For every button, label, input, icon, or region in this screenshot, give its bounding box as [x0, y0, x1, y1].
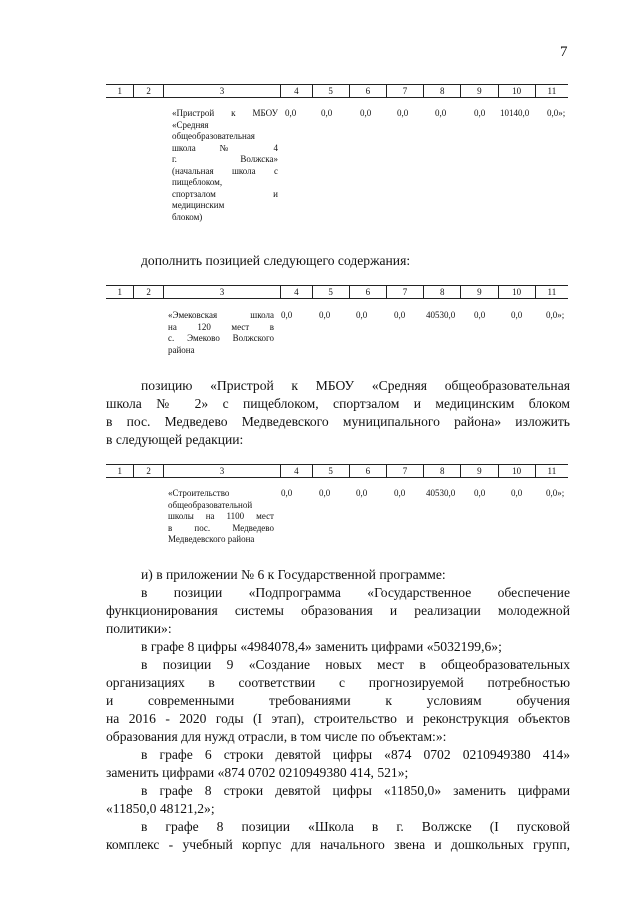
- row3-value-4: 0,0: [281, 488, 293, 498]
- row2-name-line: «Эмековская школа: [168, 310, 274, 320]
- row3-value-6: 0,0: [356, 488, 368, 498]
- table-header-2: [106, 285, 568, 299]
- para2-line: позицию «Пристрой к МБОУ «Средняя общеобразовательная: [141, 378, 570, 393]
- row2-name-line: с. Эмеково Волжского: [168, 333, 274, 343]
- row1-name-line: школа № 4: [172, 142, 278, 153]
- row1-name-line: «Средняя: [172, 119, 209, 130]
- row-2-name: [168, 310, 274, 356]
- header-1-col-3: 3: [163, 85, 280, 97]
- row1-name-line: общеобразовательная: [172, 131, 255, 141]
- header-2-col-9: 9: [460, 286, 497, 298]
- table-header-3: [106, 464, 568, 478]
- row3-name-line: общеобразовательной: [168, 499, 253, 510]
- para3-line: образования для нужд отрасли, в том числе по объектам:»:: [106, 729, 447, 744]
- row1-value-10: 10140,0: [500, 108, 530, 118]
- row3-value-11: 0,0»;: [546, 488, 565, 498]
- row1-value-4: 0,0: [285, 108, 297, 118]
- row1-name-line: «Пристрой к МБОУ: [172, 108, 278, 118]
- header-3-col-3: 3: [163, 465, 280, 477]
- row1-name-line: пищеблоком,: [172, 177, 223, 187]
- para3-line: заменить цифрами «874 0702 0210949380 414, 521»;: [106, 765, 409, 780]
- row2-value-9: 0,0: [474, 310, 486, 320]
- page-number: 7: [560, 44, 568, 60]
- row3-value-5: 0,0: [319, 488, 331, 498]
- para3-line: функционирования системы образования и реализации молодежной: [106, 603, 570, 618]
- para3-line: и современными требованиями к условиям обучения: [106, 693, 570, 708]
- header-2-col-6: 6: [349, 286, 386, 298]
- row1-value-6: 0,0: [360, 108, 372, 118]
- row2-value-5: 0,0: [319, 310, 331, 320]
- row1-name-line: блоком): [172, 211, 203, 222]
- row2-name-line: на 120 мест в: [168, 321, 274, 332]
- header-2-col-5: 5: [312, 286, 349, 298]
- row3-name-line: школы на 1100 мест: [168, 511, 274, 521]
- row-3-name: [168, 488, 274, 546]
- row2-value-8: 40530,0: [426, 310, 456, 320]
- para3-line: в графе 8 позиции «Школа в г. Волжске (I пусковой: [141, 819, 570, 834]
- header-3-col-11: 11: [535, 465, 568, 477]
- header-1-col-8: 8: [423, 85, 460, 97]
- row2-name-line: района: [168, 344, 195, 355]
- header-1-col-5: 5: [312, 85, 349, 97]
- para3-line: в позиции 9 «Создание новых мест в общеобразовательных: [141, 657, 570, 672]
- para2-line: школа № 2» с пищеблоком, спортзалом и медицинским блоком: [106, 396, 570, 411]
- para3-line: политики»:: [106, 621, 172, 636]
- row3-name-line: «Строительство: [168, 488, 230, 498]
- paragraph-1: [141, 252, 541, 270]
- para3-line: в позиции «Подпрограмма «Государственное обеспечение: [141, 585, 570, 600]
- row1-name-line: спортзалом и: [172, 188, 278, 199]
- para3-line: в графе 6 строки девятой цифры «874 0702 0210949380 414»: [141, 747, 570, 762]
- paragraph-2: [106, 377, 570, 449]
- header-3-col-5: 5: [312, 465, 349, 477]
- para3-line: организациях в соответствии с прогнозируемой потребностью: [106, 675, 570, 690]
- header-1-col-9: 9: [460, 85, 497, 97]
- header-3-col-7: 7: [386, 465, 423, 477]
- header-2-col-8: 8: [423, 286, 460, 298]
- header-2-col-7: 7: [386, 286, 423, 298]
- row3-value-9: 0,0: [474, 488, 486, 498]
- header-2-col-11: 11: [535, 286, 568, 298]
- row3-value-8: 40530,0: [426, 488, 456, 498]
- row3-value-10: 0,0: [511, 488, 523, 498]
- header-2-col-4: 4: [280, 286, 311, 298]
- para1-line: дополнить позицией следующего содержания:: [141, 253, 411, 268]
- header-3-col-4: 4: [280, 465, 311, 477]
- header-1-col-1: 1: [117, 86, 122, 96]
- row2-value-6: 0,0: [356, 310, 368, 320]
- header-2-col-10: 10: [498, 286, 535, 298]
- header-2-col-3: 3: [163, 286, 280, 298]
- para3-line: комплекс - учебный корпус для начального звена и дошкольных групп,: [106, 837, 570, 852]
- header-1-col-6: 6: [349, 85, 386, 97]
- para3-line: в графе 8 строки девятой цифры «11850,0» заменить цифрами: [141, 783, 570, 798]
- table-header-1: [106, 84, 568, 98]
- row2-value-4: 0,0: [281, 310, 293, 320]
- header-2-col-1: 1: [117, 287, 122, 297]
- header-3-col-8: 8: [423, 465, 460, 477]
- row1-value-9: 0,0: [474, 108, 486, 118]
- row-1-name: [172, 108, 278, 223]
- row3-name-line: в пос. Медведево: [168, 522, 274, 533]
- row2-value-11: 0,0»;: [546, 310, 565, 320]
- header-3-col-6: 6: [349, 465, 386, 477]
- row1-name-line: г. Волжска»: [172, 154, 278, 164]
- header-1-col-7: 7: [386, 85, 423, 97]
- para3-line: в графе 8 цифры «4984078,4» заменить цифрами «5032199,6»;: [141, 639, 502, 654]
- header-3-col-10: 10: [498, 465, 535, 477]
- header-3-col-2: 2: [133, 465, 162, 477]
- row1-name-line: (начальная школа с: [172, 165, 278, 176]
- header-1-col-11: 11: [535, 85, 568, 97]
- row3-name-line: Медведевского района: [168, 534, 255, 544]
- para3-line: и) в приложении № 6 к Государственной программе:: [141, 567, 446, 582]
- header-3-col-1: 1: [117, 466, 122, 476]
- row1-value-5: 0,0: [321, 108, 333, 118]
- para3-line: на 2016 - 2020 годы (I этап), строительство и реконструкция объектов: [106, 711, 570, 726]
- row2-value-10: 0,0: [511, 310, 523, 320]
- row1-value-11: 0,0»;: [547, 108, 566, 118]
- row1-value-8: 0,0: [435, 108, 447, 118]
- header-1-col-2: 2: [133, 85, 162, 97]
- para2-line: в пос. Медведево Медведевского муниципального района» изложить: [106, 414, 570, 429]
- header-3-col-9: 9: [460, 465, 497, 477]
- para2-line: в следующей редакции:: [106, 432, 244, 447]
- paragraph-3: [106, 566, 570, 854]
- para3-line: «11850,0 48121,2»;: [106, 801, 215, 816]
- header-1-col-10: 10: [498, 85, 535, 97]
- row1-value-7: 0,0: [397, 108, 409, 118]
- row2-value-7: 0,0: [394, 310, 406, 320]
- row1-name-line: медицинским: [172, 200, 225, 210]
- header-2-col-2: 2: [133, 286, 162, 298]
- row3-value-7: 0,0: [394, 488, 406, 498]
- header-1-col-4: 4: [280, 85, 311, 97]
